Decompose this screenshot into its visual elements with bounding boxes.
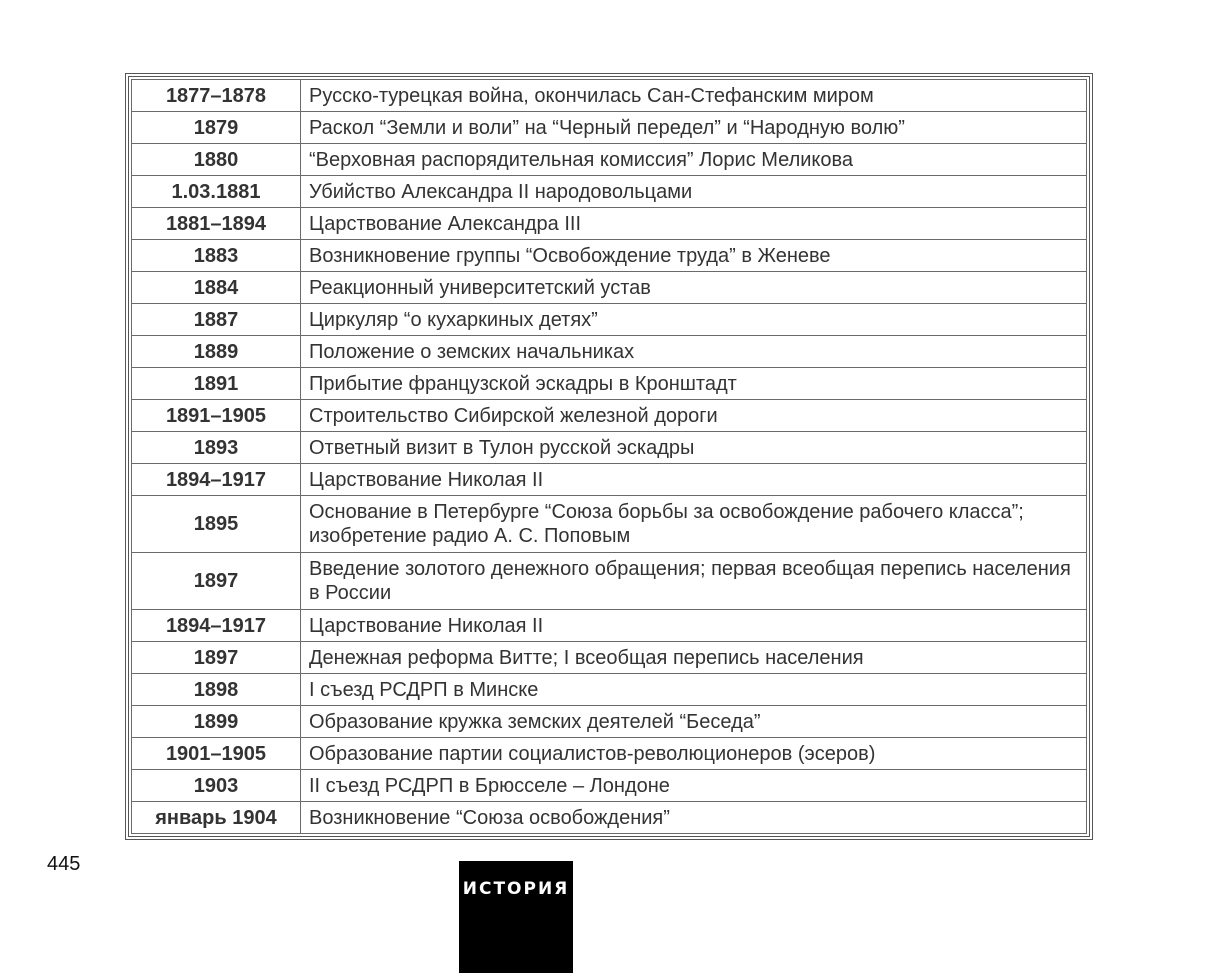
table-row <box>132 304 1087 336</box>
table-row <box>132 642 1087 674</box>
event-cell: Реакционный университетский устав <box>301 272 1087 304</box>
section-tab <box>459 861 573 973</box>
event-cell: Царствование Александра III <box>301 208 1087 240</box>
event-cell: I съезд РСДРП в Минске <box>301 674 1087 706</box>
date-cell: 1894–1917 <box>132 610 301 642</box>
date-cell: 1891–1905 <box>132 400 301 432</box>
event-cell: Образование партии социалистов-революционеров (эсеров) <box>301 738 1087 770</box>
section-label: ИСТОРИЯ <box>462 879 570 899</box>
date-cell: 1897 <box>132 553 301 610</box>
event-cell: Царствование Николая II <box>301 610 1087 642</box>
date-cell: 1893 <box>132 432 301 464</box>
table-row <box>132 706 1087 738</box>
date-cell: 1883 <box>132 240 301 272</box>
table-row <box>132 272 1087 304</box>
table-row <box>132 496 1087 553</box>
table-row <box>132 112 1087 144</box>
date-cell: 1887 <box>132 304 301 336</box>
date-cell: 1884 <box>132 272 301 304</box>
table-row <box>132 176 1087 208</box>
event-cell: Положение о земских начальниках <box>301 336 1087 368</box>
event-cell: Раскол “Земли и воли” на “Черный передел” и “Народную волю” <box>301 112 1087 144</box>
event-cell: Ответный визит в Тулон русской эскадры <box>301 432 1087 464</box>
table-row <box>132 770 1087 802</box>
table-row <box>132 674 1087 706</box>
table-row <box>132 432 1087 464</box>
date-cell: 1889 <box>132 336 301 368</box>
timeline-table-frame <box>125 73 1093 840</box>
event-cell: Денежная реформа Витте; I всеобщая перепись населения <box>301 642 1087 674</box>
event-cell: Возникновение “Союза освобождения” <box>301 802 1087 834</box>
table-row <box>132 368 1087 400</box>
event-cell: Основание в Петербурге “Союза борьбы за освобождение рабочего класса”; изобретение радио А. С. Поповым <box>301 496 1087 553</box>
table-row <box>132 336 1087 368</box>
table-row <box>132 464 1087 496</box>
date-cell: январь 1904 <box>132 802 301 834</box>
table-row <box>132 738 1087 770</box>
date-cell: 1879 <box>132 112 301 144</box>
table-row <box>132 610 1087 642</box>
table-row <box>132 240 1087 272</box>
date-cell: 1897 <box>132 642 301 674</box>
date-cell: 1899 <box>132 706 301 738</box>
date-cell: 1.03.1881 <box>132 176 301 208</box>
event-cell: Убийство Александра II народовольцами <box>301 176 1087 208</box>
event-cell: Прибытие французской эскадры в Кронштадт <box>301 368 1087 400</box>
date-cell: 1894–1917 <box>132 464 301 496</box>
date-cell: 1898 <box>132 674 301 706</box>
event-cell: “Верховная распорядительная комиссия” Лорис Меликова <box>301 144 1087 176</box>
table-row <box>132 144 1087 176</box>
event-cell: Образование кружка земских деятелей “Беседа” <box>301 706 1087 738</box>
event-cell: Возникновение группы “Освобождение труда” в Женеве <box>301 240 1087 272</box>
table-row <box>132 553 1087 610</box>
event-cell: Введение золотого денежного обращения; первая всеобщая перепись населения в России <box>301 553 1087 610</box>
page-number: 445 <box>47 853 81 875</box>
table-row <box>132 802 1087 834</box>
date-cell: 1901–1905 <box>132 738 301 770</box>
date-cell: 1881–1894 <box>132 208 301 240</box>
event-cell: Царствование Николая II <box>301 464 1087 496</box>
date-cell: 1877–1878 <box>132 80 301 112</box>
event-cell: Русско-турецкая война, окончилась Сан-Стефанским миром <box>301 80 1087 112</box>
date-cell: 1895 <box>132 496 301 553</box>
timeline-table <box>131 79 1087 834</box>
date-cell: 1903 <box>132 770 301 802</box>
table-row <box>132 80 1087 112</box>
date-cell: 1880 <box>132 144 301 176</box>
table-row <box>132 208 1087 240</box>
date-cell: 1891 <box>132 368 301 400</box>
table-row <box>132 400 1087 432</box>
event-cell: Строительство Сибирской железной дороги <box>301 400 1087 432</box>
event-cell: Циркуляр “о кухаркиных детях” <box>301 304 1087 336</box>
event-cell: II съезд РСДРП в Брюсселе – Лондоне <box>301 770 1087 802</box>
